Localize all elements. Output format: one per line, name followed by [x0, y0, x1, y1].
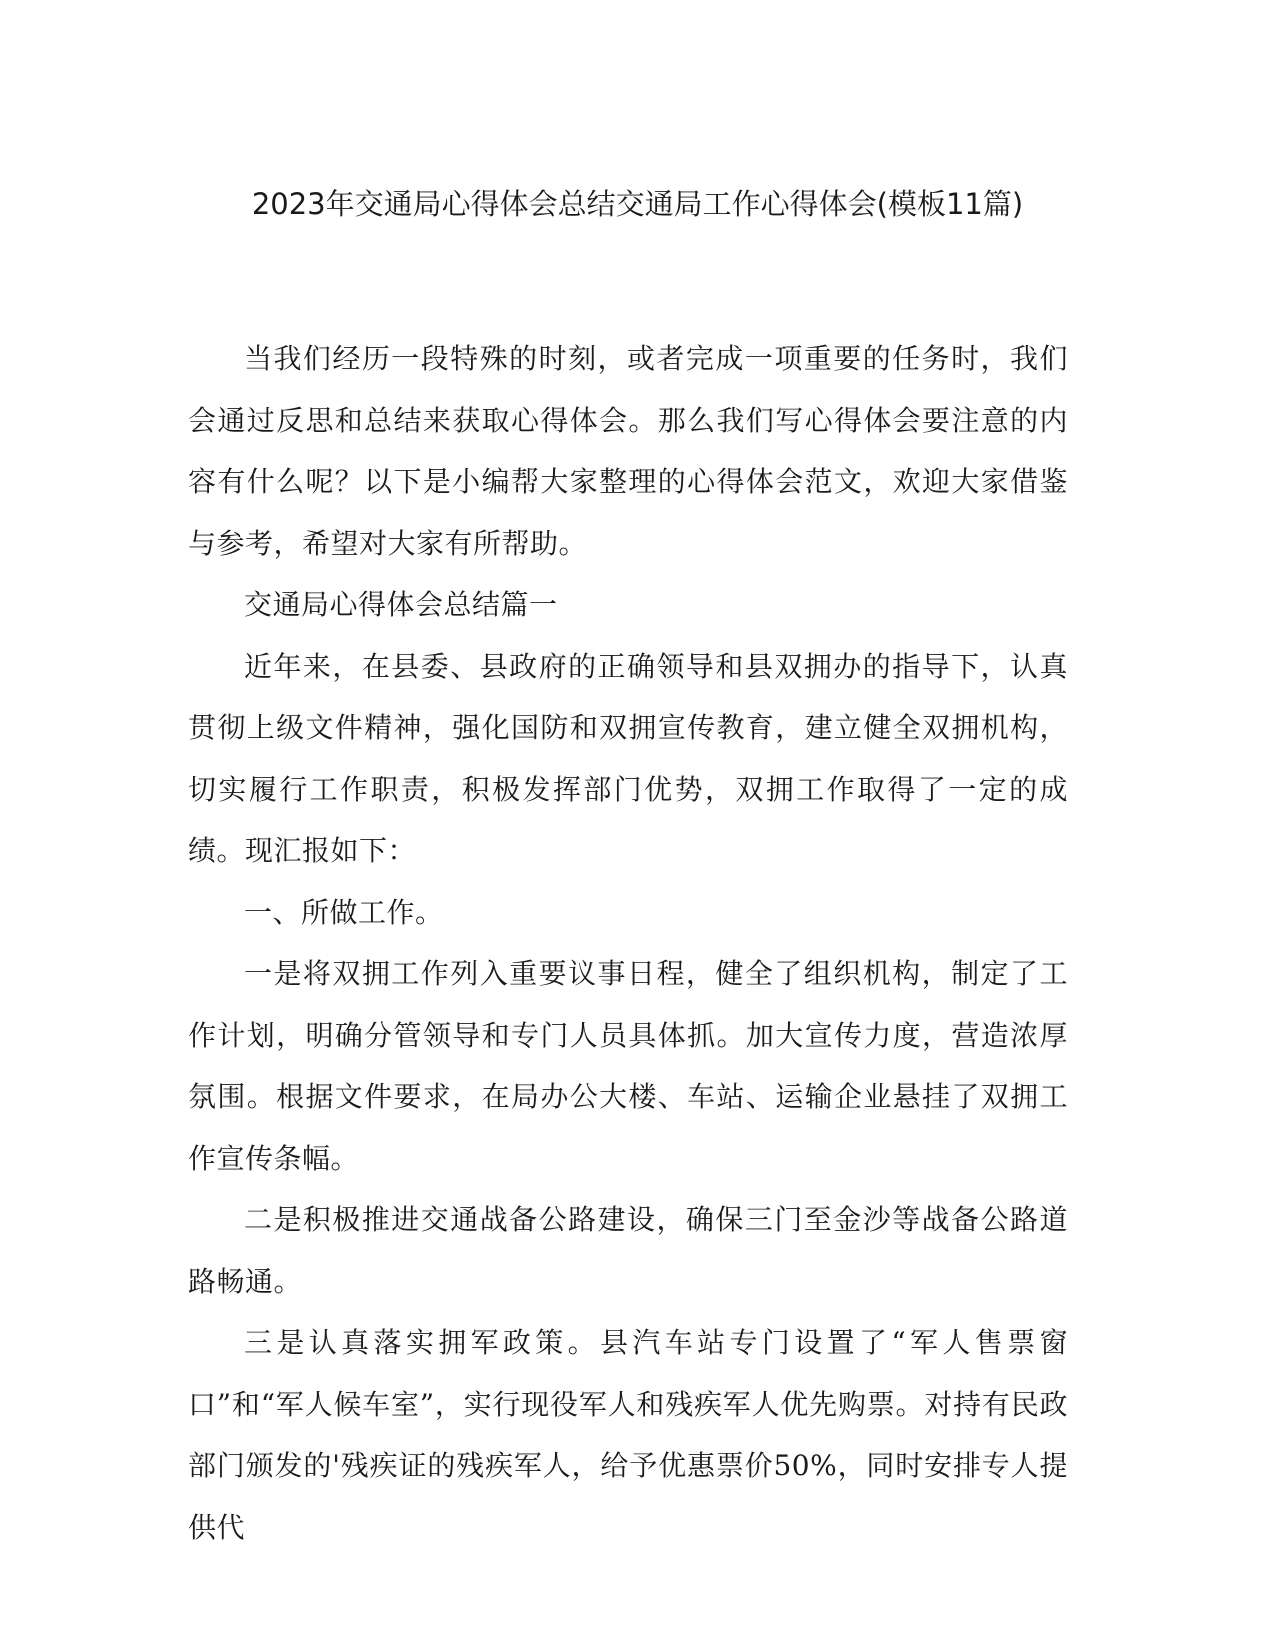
paragraph-item-one: 一是将双拥工作列入重要议事日程，健全了组织机构，制定了工作计划，明确分管领导和专门人员具体抓。加大宣传力度，营造浓厚氛围。根据文件要求，在局办公大楼、车站、运输企业悬挂了双拥工作宣传条幅。 — [188, 957, 1068, 1175]
paragraph-intro: 当我们经历一段特殊的时刻，或者完成一项重要的任务时，我们会通过反思和总结来获取心得体会。那么我们写心得体会要注意的内容有什么呢？以下是小编帮大家整理的心得体会范文，欢迎大家借鉴与参考，希望对大家有所帮助。 — [188, 342, 1068, 560]
document-body — [188, 328, 1068, 1558]
paragraph-item-three: 三是认真落实拥军政策。县汽车站专门设置了“军人售票窗口”和“军人候车室”，实行现役军人和残疾军人优先购票。对持有民政部门颁发的'残疾证的残疾军人，给予优惠票价50%，同时安排专人提供代 — [188, 1326, 1068, 1544]
paragraph-item-two: 二是积极推进交通战备公路建设，确保三门至金沙等战备公路道路畅通。 — [188, 1203, 1068, 1298]
section-heading-part-one: 交通局心得体会总结篇一 — [244, 588, 558, 621]
document-title: 2023年交通局心得体会总结交通局工作心得体会(模板11篇) — [251, 187, 1024, 221]
subheading-work-done: 一、所做工作。 — [244, 895, 444, 929]
paragraph-overview: 近年来，在县委、县政府的正确领导和县双拥办的指导下，认真贯彻上级文件精神，强化国防和双拥宣传教育，建立健全双拥机构，切实履行工作职责，积极发挥部门优势，双拥工作取得了一定的成绩。现汇报如下： — [188, 649, 1068, 867]
